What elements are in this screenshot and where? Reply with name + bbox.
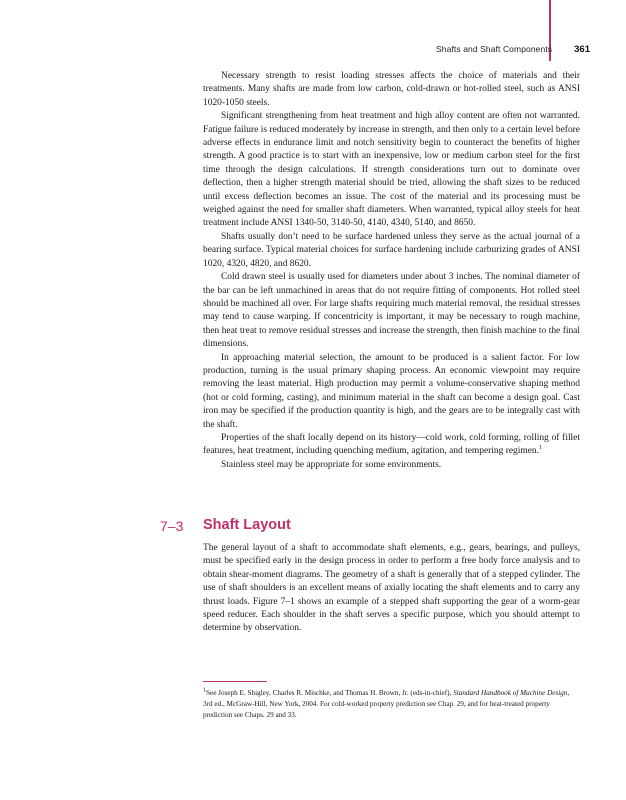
paragraph-text: Properties of the shaft locally depend on its history—cold work, cold forming, rolling of fillet features, heat treatment, including quenching medium, agitation, and tempering regimen.	[203, 432, 580, 457]
paragraph: Shafts usually don’t need to be surface hardened unless they serve as the actual journal of a bearing surface. Typical material choices for surface hardening include carburizing grades of ANSI 1020, 4320, 4820, and 8620.	[203, 231, 580, 269]
paragraph: Significant strengthening from heat treatment and high alloy content are often not warranted. Fatigue failure is reduced moderately by increase in strength, and then only to a certain level before adverse effects in endurance limit and notch sensitivity begin to counteract the benefits of higher strength. A good practice is to start with an inexpensive, low or medium carbon steel for the first time through the design calculations. If strength considerations turn out to dominate over deflection, then a higher strength material should be tried, allowing the shaft sizes to be reduced until excess deflection becomes an issue. The cost of the material and its processing must be weighed against the need for smaller shaft diameters. When warranted, typical alloy steels for heat treatment include ANSI 1340-50, 3140-50, 4140, 4340, 5140, and 8650.	[203, 111, 580, 229]
section-title: Shaft Layout	[203, 517, 291, 533]
footnote-marker: 1	[203, 687, 206, 694]
page-number: 361	[574, 44, 590, 55]
footnote	[203, 688, 580, 721]
paragraph: Cold drawn steel is usually used for diameters under about 3 inches. The nominal diameter of the bar can be left unmachined in areas that do not require fitting of components. Hot rolled steel should be machined all over. For large shafts requiring much material removal, the residual stresses may tend to cause warping. If concentricity is important, it may be necessary to rough machine, then heat treat to remove residual stresses and increase the strength, then finish machine to the final dimensions.	[203, 272, 580, 350]
body-text	[203, 70, 580, 472]
section-number: 7–3	[160, 518, 184, 534]
paragraph: In approaching material selection, the amount to be produced is a salient factor. For low production, turning is the usual primary shaping process. An economic viewpoint may require removing the least material. High production may permit a volume-conservative shaping method (hot or cold forming, casting), and minimum material in the shaft can become a design goal. Cast iron may be specified if the production quantity is high, and the gears are to be integrally cast with the shaft.	[203, 352, 580, 430]
footnote-book-title: Standard Handbook of Machine Design	[453, 689, 568, 697]
paragraph: Necessary strength to resist loading stresses affects the choice of materials and their treatments. Many shafts are made from low carbon, cold-drawn or hot-rolled steel, such as ANSI 1020-1050 steels.	[203, 71, 580, 108]
footnote-reference[interactable]: 1	[538, 445, 542, 452]
running-title: Shafts and Shaft Components	[436, 44, 553, 54]
footnote-rule	[203, 681, 267, 682]
paragraph: Stainless steel may be appropriate for some environments.	[221, 459, 442, 470]
footnote-text-before: See Joseph E. Shigley, Charles R. Mischke, and Thomas H. Brown, Jr. (eds-in-chief),	[206, 689, 454, 697]
paragraph	[203, 432, 580, 459]
section-paragraph: The general layout of a shaft to accommodate shaft elements, e.g., gears, bearings, and pulleys, must be specified early in the design process in order to perform a free body force analysis and to obtain shear-moment diagrams. The geometry of a shaft is generally that of a stepped cylinder. The use of shaft shoulders is an excellent means of axially locating the shaft elements and to carry any thrust loads. Figure 7–1 shows an example of a stepped shaft supporting the gear of a worm-gear speed reducer. Each shoulder in the shaft serves a specific purpose, which you should attempt to determine by observation.	[203, 543, 580, 634]
running-header	[436, 44, 590, 55]
footnote-text-after: , 3rd ed., McGraw-Hill, New York, 2004. For cold-worked property prediction see Chap. 29, and for heat-treated property prediction see Chaps. 29 and 33.	[203, 689, 570, 719]
